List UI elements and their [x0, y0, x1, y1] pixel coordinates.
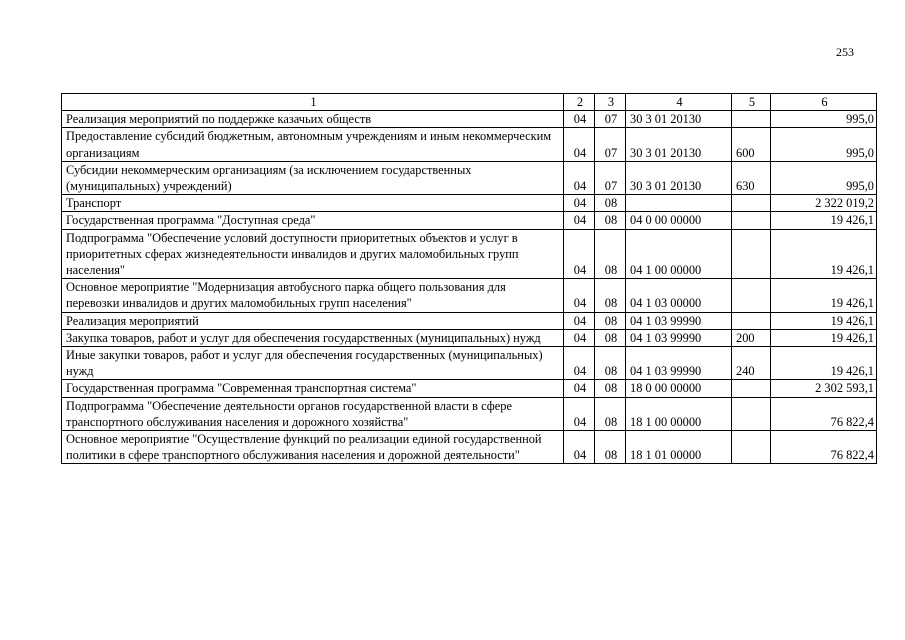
row-subsection: 08	[595, 212, 626, 229]
row-section: 04	[564, 128, 595, 161]
row-section: 04	[564, 111, 595, 128]
row-section: 04	[564, 397, 595, 430]
row-section: 04	[564, 161, 595, 194]
row-name: Основное мероприятие "Осуществление функций по реализации единой государственной политики в сфере транспортного обслуживания населения и дорожной деятельности"	[62, 431, 564, 464]
row-subsection: 08	[595, 397, 626, 430]
row-name: Иные закупки товаров, работ и услуг для обеспечения государственных (муниципальных) нужд	[62, 347, 564, 380]
row-subsection: 08	[595, 312, 626, 329]
row-name: Подпрограмма "Обеспечение деятельности органов государственной власти в сфере транспортного обслуживания населения и дорожного хозяйства"	[62, 397, 564, 430]
row-name: Государственная программа "Современная транспортная система"	[62, 380, 564, 397]
row-amount: 19 426,1	[771, 212, 877, 229]
row-name: Предоставление субсидий бюджетным, автономным учреждениям и иным некоммерческим организациям	[62, 128, 564, 161]
row-subsection: 07	[595, 161, 626, 194]
table-row	[62, 111, 877, 128]
row-target-article: 04 1 03 99990	[626, 312, 732, 329]
table-row	[62, 380, 877, 397]
row-name: Реализация мероприятий	[62, 312, 564, 329]
col-header-name: 1	[62, 94, 564, 111]
row-subsection: 08	[595, 380, 626, 397]
row-expense-type: 600	[732, 128, 771, 161]
row-expense-type	[732, 431, 771, 464]
row-subsection: 07	[595, 111, 626, 128]
row-target-article: 18 1 00 00000	[626, 397, 732, 430]
page-number: 253	[836, 45, 854, 59]
row-amount: 2 322 019,2	[771, 195, 877, 212]
row-subsection: 08	[595, 229, 626, 279]
row-subsection: 08	[595, 347, 626, 380]
row-section: 04	[564, 312, 595, 329]
row-section: 04	[564, 279, 595, 312]
table-row	[62, 229, 877, 279]
row-target-article: 04 1 03 00000	[626, 279, 732, 312]
row-expense-type	[732, 195, 771, 212]
row-expense-type: 630	[732, 161, 771, 194]
row-section: 04	[564, 329, 595, 346]
row-target-article: 04 1 03 99990	[626, 329, 732, 346]
row-amount: 19 426,1	[771, 312, 877, 329]
table-row	[62, 312, 877, 329]
row-expense-type	[732, 111, 771, 128]
row-expense-type	[732, 229, 771, 279]
row-expense-type	[732, 397, 771, 430]
row-target-article: 30 3 01 20130	[626, 161, 732, 194]
col-header-subsection: 3	[595, 94, 626, 111]
col-header-target-article: 4	[626, 94, 732, 111]
budget-table	[61, 93, 877, 464]
row-name: Закупка товаров, работ и услуг для обеспечения государственных (муниципальных) нужд	[62, 329, 564, 346]
row-section: 04	[564, 212, 595, 229]
row-subsection: 08	[595, 279, 626, 312]
row-target-article: 18 1 01 00000	[626, 431, 732, 464]
row-target-article: 30 3 01 20130	[626, 128, 732, 161]
row-target-article: 18 0 00 00000	[626, 380, 732, 397]
table-row	[62, 212, 877, 229]
table-row	[62, 195, 877, 212]
row-amount: 76 822,4	[771, 431, 877, 464]
row-amount: 76 822,4	[771, 397, 877, 430]
table-row	[62, 329, 877, 346]
header-row	[62, 94, 877, 111]
col-header-amount: 6	[771, 94, 877, 111]
row-amount: 995,0	[771, 161, 877, 194]
row-amount: 2 302 593,1	[771, 380, 877, 397]
row-amount: 19 426,1	[771, 347, 877, 380]
row-subsection: 07	[595, 128, 626, 161]
row-name: Государственная программа "Доступная среда"	[62, 212, 564, 229]
col-header-expense-type: 5	[732, 94, 771, 111]
row-target-article: 04 1 03 99990	[626, 347, 732, 380]
row-expense-type: 200	[732, 329, 771, 346]
row-expense-type	[732, 380, 771, 397]
row-section: 04	[564, 347, 595, 380]
table-row	[62, 431, 877, 464]
col-header-section: 2	[564, 94, 595, 111]
row-name: Субсидии некоммерческим организациям (за исключением государственных (муниципальных) учреждений)	[62, 161, 564, 194]
table-row	[62, 347, 877, 380]
row-subsection: 08	[595, 329, 626, 346]
row-amount: 19 426,1	[771, 279, 877, 312]
row-expense-type	[732, 312, 771, 329]
row-expense-type	[732, 212, 771, 229]
row-amount: 995,0	[771, 111, 877, 128]
row-amount: 995,0	[771, 128, 877, 161]
row-section: 04	[564, 431, 595, 464]
row-target-article: 04 0 00 00000	[626, 212, 732, 229]
row-section: 04	[564, 195, 595, 212]
row-target-article	[626, 195, 732, 212]
row-target-article: 04 1 00 00000	[626, 229, 732, 279]
row-subsection: 08	[595, 195, 626, 212]
table-row	[62, 397, 877, 430]
row-subsection: 08	[595, 431, 626, 464]
row-expense-type	[732, 279, 771, 312]
row-expense-type: 240	[732, 347, 771, 380]
row-name: Реализация мероприятий по поддержке казачьих обществ	[62, 111, 564, 128]
row-name: Транспорт	[62, 195, 564, 212]
row-section: 04	[564, 380, 595, 397]
table-row	[62, 161, 877, 194]
row-amount: 19 426,1	[771, 329, 877, 346]
table-row	[62, 279, 877, 312]
row-name: Основное мероприятие "Модернизация автобусного парка общего пользования для перевозки инвалидов и других маломобильных групп населения"	[62, 279, 564, 312]
table-row	[62, 128, 877, 161]
row-target-article: 30 3 01 20130	[626, 111, 732, 128]
row-amount: 19 426,1	[771, 229, 877, 279]
row-name: Подпрограмма "Обеспечение условий доступности приоритетных объектов и услуг в приоритетных сферах жизнедеятельности инвалидов и других маломобильных групп населения"	[62, 229, 564, 279]
row-section: 04	[564, 229, 595, 279]
